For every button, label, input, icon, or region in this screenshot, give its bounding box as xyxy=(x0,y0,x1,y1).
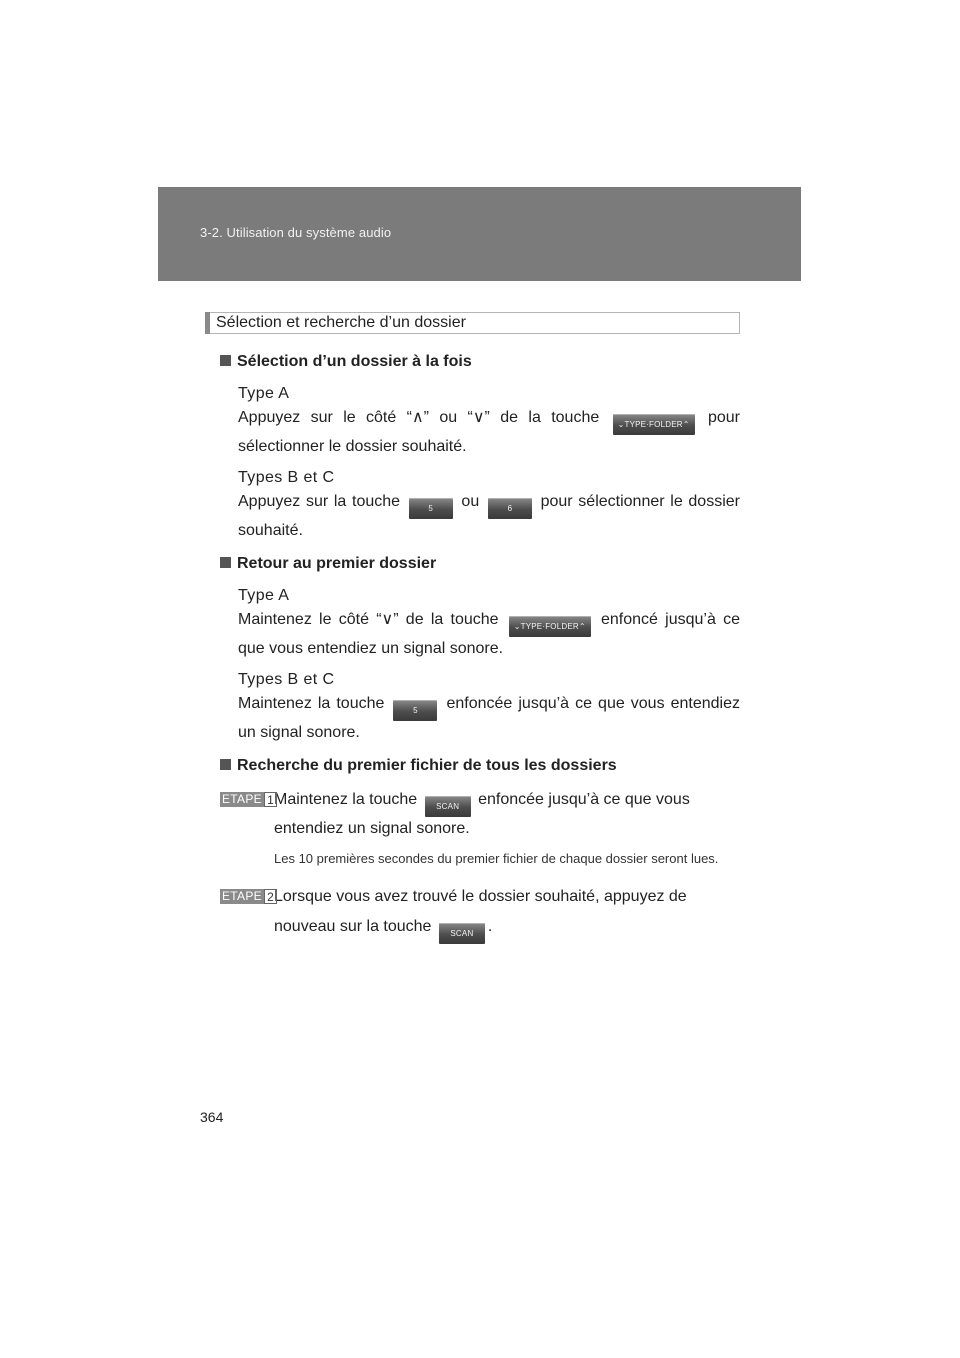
step-badge: ETAPE 2 xyxy=(220,889,277,904)
type-bc-label: Types B et C xyxy=(238,671,335,688)
key-5: 5 xyxy=(409,498,453,519)
content-body xyxy=(220,350,740,944)
type-a-label: Type A xyxy=(238,385,290,402)
square-bullet-icon xyxy=(220,355,231,366)
type-folder-key: ⌄TYPE·FOLDER⌃ xyxy=(613,414,695,435)
key-5: 5 xyxy=(393,700,437,721)
section-title: Sélection et recherche d’un dossier xyxy=(216,314,466,331)
square-bullet-icon xyxy=(220,557,231,568)
step-1-note: Les 10 premières secondes du premier fichier de chaque dossier seront lues. xyxy=(274,851,719,866)
paragraph: Maintenez la touche 5 enfoncée jusqu’à ce que vous entendiez un signal sonore. xyxy=(238,695,740,741)
type-folder-key: ⌄TYPE·FOLDER⌃ xyxy=(509,616,591,637)
paragraph: Appuyez sur le côté “∧” ou “∨” de la touche ⌄TYPE·FOLDER⌃ pour sélectionner le dossier souhaité. xyxy=(238,409,740,455)
scan-key: SCAN xyxy=(425,796,471,817)
step-2: ETAPE 2 Lorsque vous avez trouvé le dossier souhaité, appuyez de nouveau sur la touche SCAN . xyxy=(220,882,740,944)
chapter-header-band xyxy=(158,187,801,281)
subheading-search: Recherche du premier fichier de tous les dossiers xyxy=(220,754,740,778)
section-title-bar xyxy=(205,312,740,334)
square-bullet-icon xyxy=(220,759,231,770)
subheading-select: Sélection d’un dossier à la fois xyxy=(220,350,740,374)
page-number: 364 xyxy=(200,1109,224,1125)
paragraph: Maintenez le côté “∨” de la touche ⌄TYPE·FOLDER⌃ enfoncé jusqu’à ce que vous entendiez un signal sonore. xyxy=(238,611,740,657)
section-reference: 3-2. Utilisation du système audio xyxy=(200,225,392,240)
step-badge: ETAPE 1 xyxy=(220,792,277,807)
paragraph: Appuyez sur la touche 5 ou 6 pour sélectionner le dossier souhaité. xyxy=(238,493,740,539)
subheading-return: Retour au premier dossier xyxy=(220,552,740,576)
type-a-label: Type A xyxy=(238,587,290,604)
key-6: 6 xyxy=(488,498,532,519)
type-bc-label: Types B et C xyxy=(238,469,335,486)
title-accent xyxy=(205,312,210,334)
step-1: ETAPE 1 Maintenez la touche SCAN enfoncée jusqu’à ce que vous entendiez un signal sonore. xyxy=(222,791,690,837)
scan-key: SCAN xyxy=(439,923,485,944)
